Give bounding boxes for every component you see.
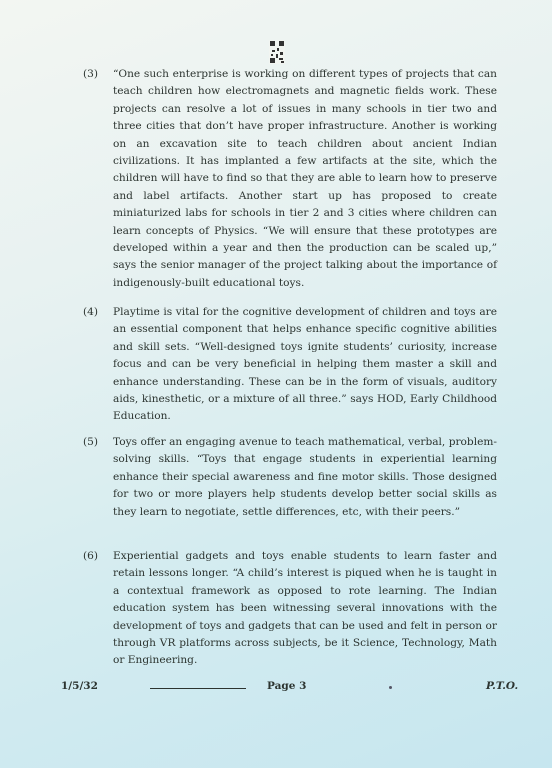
paragraph-number: (5) — [83, 436, 99, 448]
paragraph-text: Experiential gadgets and toys enable students to learn faster and retain lessons longer. “A child’s interest is piqued when he is taught in a contextual framework as opposed to rote learning. The Indian education system has been witnessing several innovations with the development of toys and gadgets that can be used and felt in person or through VR platforms across subjects, be it Science, Technology, Math or Engineering. — [113, 550, 497, 667]
pto-label: P.T.O. — [486, 680, 519, 692]
paragraph-4 — [83, 304, 497, 426]
paragraph-6 — [83, 548, 497, 670]
paragraph-text: “One such enterprise is working on different types of projects that can teach children how electromagnets and magnetic fields work. These projects can resolve a lot of issues in many schools in tier two and three cities that don’t have proper infrastructure. Another is working on an excavation site to teach children about ancient Indian civilizations. It has implanted a few artifacts at the site, which the children will have to find so that they are able to learn how to preserve and label artifacts. Another start up has proposed to create miniaturized labs for schools in tier 2 and 3 cities where children can learn concepts of Physics. “We will ensure that these prototypes are developed within a year and then the production can be scaled up,” says the senior manager of the project talking about the importance of indigenously-built educational toys. — [113, 68, 497, 289]
qr-code-icon — [269, 40, 285, 64]
footer-rule — [150, 688, 246, 689]
paper-code: 1/5/32 — [61, 680, 98, 692]
paragraph-text: Playtime is vital for the cognitive development of children and toys are an essential component that helps enhance specific cognitive abilities and skill sets. “Well-designed toys ignite students’ curiosity, increase focus and can be very beneficial in helping them master a skill and enhance understanding. These can be in the form of visuals, auditory aids, kinesthetic, or a mixture of all three.” says HOD, Early Childhood Education. — [113, 306, 497, 423]
page-number: Page 3 — [267, 680, 307, 692]
paragraph-3 — [83, 66, 497, 292]
footer-dot — [389, 686, 392, 689]
paragraph-number: (4) — [83, 306, 99, 318]
paragraph-text: Toys offer an engaging avenue to teach mathematical, verbal, problem-solving skills. “Toys that engage students in experiential learning enhance their special awareness and fine motor skills. Those designed for two or more players help students develop better social skills as they learn to negotiate, settle differences, etc, with their peers.” — [113, 436, 497, 518]
paragraph-number: (3) — [83, 68, 99, 80]
page-footer — [0, 680, 552, 698]
paragraph-number: (6) — [83, 550, 99, 562]
paragraph-5 — [83, 434, 497, 521]
